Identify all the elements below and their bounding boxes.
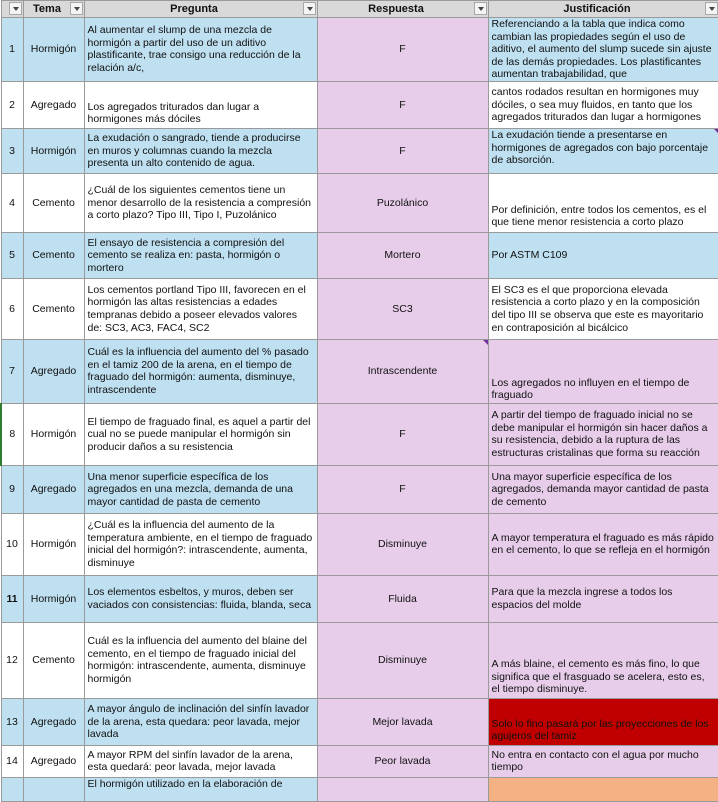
justificacion-cell[interactable]: [488, 128, 718, 173]
tema-cell[interactable]: Cemento: [23, 232, 84, 278]
tema-cell[interactable]: Hormigón: [23, 403, 84, 465]
tema-cell[interactable]: Agregado: [23, 81, 84, 128]
respuesta-cell[interactable]: F: [317, 465, 488, 513]
pregunta-cell[interactable]: A mayor RPM del sinfín lavador de la arena, esta quedará: peor lavada, mejor lavada: [84, 745, 317, 777]
justificacion-cell[interactable]: Para que la mezcla ingrese a todos los espacios del molde: [488, 575, 718, 622]
tema-cell[interactable]: Cemento: [23, 622, 84, 698]
pregunta-cell[interactable]: La exudación o sangrado, tiende a producirse en muros y columnas cuando la mezcla presenta un alto contenido de agua.: [84, 128, 317, 173]
table-row: [1, 698, 718, 745]
tema-cell[interactable]: Agregado: [23, 698, 84, 745]
row-number-cell[interactable]: 5: [1, 232, 23, 278]
pregunta-cell[interactable]: El tiempo de fraguado final, es aquel a partir del cual no se puede manipular el hormigón sin producir daños a su resistencia: [84, 403, 317, 465]
row-number-cell[interactable]: 3: [1, 128, 23, 173]
filter-dropdown-icon[interactable]: [303, 2, 316, 15]
pregunta-cell[interactable]: Cuál es la influencia del aumento del % pasado en el tamiz 200 de la arena, en el tiempo de fraguado del hormigón: aumenta, disminuye, intrascendente: [84, 339, 317, 403]
table-row: [1, 232, 718, 278]
tema-cell[interactable]: Agregado: [23, 465, 84, 513]
pregunta-cell[interactable]: Los elementos esbeltos, y muros, deben ser vaciados con consistencias: fluida, blanda, seca: [84, 575, 317, 622]
row-number-cell[interactable]: 9: [1, 465, 23, 513]
respuesta-cell[interactable]: F: [317, 81, 488, 128]
row-number-cell[interactable]: 13: [1, 698, 23, 745]
respuesta-cell[interactable]: F: [317, 18, 488, 82]
column-header-tema[interactable]: Tema: [23, 1, 84, 18]
column-header-respuesta[interactable]: Respuesta: [317, 1, 488, 18]
tema-cell[interactable]: Cemento: [23, 173, 84, 232]
comment-indicator-icon[interactable]: [483, 340, 488, 345]
respuesta-cell[interactable]: Peor lavada: [317, 745, 488, 777]
comment-indicator-icon[interactable]: [714, 129, 718, 134]
column-header-justificacion[interactable]: Justificación: [488, 1, 718, 18]
row-number-cell[interactable]: 2: [1, 81, 23, 128]
respuesta-cell[interactable]: F: [317, 128, 488, 173]
row-number-cell[interactable]: 14: [1, 745, 23, 777]
tema-cell[interactable]: Agregado: [23, 339, 84, 403]
justificacion-cell[interactable]: Referenciando a la tabla que indica como cambian las propiedades según el uso de aditivo, el aumento del slump sucede sin ajuste de las demás propiedades. Los plastificantes aumentan trabajabilidad, que: [488, 18, 718, 82]
header-row: [1, 1, 718, 18]
table-row: [1, 339, 718, 403]
table-row: [1, 403, 718, 465]
tema-cell[interactable]: Hormigón: [23, 513, 84, 575]
respuesta-cell[interactable]: [317, 339, 488, 403]
justificacion-cell[interactable]: El SC3 es el que proporciona elevada resistencia a corto plazo y en la composición del tipo III se observa que este es mayoritario en contraposición al bicálcico: [488, 278, 718, 339]
justificacion-cell[interactable]: Por ASTM C109: [488, 232, 718, 278]
table-row: [1, 173, 718, 232]
row-number-cell[interactable]: 4: [1, 173, 23, 232]
tema-cell[interactable]: Hormigón: [23, 18, 84, 82]
table-row: [1, 81, 718, 128]
justificacion-cell[interactable]: Los agregados no influyen en el tiempo de fraguado: [488, 339, 718, 403]
filter-dropdown-icon[interactable]: [70, 2, 83, 15]
tema-cell[interactable]: Hormigón: [23, 128, 84, 173]
filter-dropdown-icon[interactable]: [705, 2, 718, 15]
table-row: [1, 622, 718, 698]
row-number-cell[interactable]: 7: [1, 339, 23, 403]
table-row: [1, 278, 718, 339]
table-row: [1, 465, 718, 513]
row-number-cell[interactable]: 6: [1, 278, 23, 339]
pregunta-cell[interactable]: El hormigón utilizado en la elaboración de: [84, 777, 317, 801]
pregunta-cell[interactable]: Los agregados triturados dan lugar a hormigones más dóciles: [84, 81, 317, 128]
justificacion-cell[interactable]: No entra en contacto con el agua por mucho tiempo: [488, 745, 718, 777]
column-header-index[interactable]: [1, 1, 23, 18]
respuesta-cell[interactable]: Fluida: [317, 575, 488, 622]
pregunta-cell[interactable]: Cuál es la influencia del aumento del blaine del cemento, en el tiempo de fraguado inicial del hormigón: intrascendente, aumenta, disminuye hormigón: [84, 622, 317, 698]
pregunta-cell[interactable]: ¿Cuál es la influencia del aumento de la temperatura ambiente, en el tiempo de fraguado inicial del hormigón?: intrascendente, aumenta, disminuye: [84, 513, 317, 575]
row-number-cell[interactable]: 12: [1, 622, 23, 698]
respuesta-cell[interactable]: Disminuye: [317, 622, 488, 698]
pregunta-cell[interactable]: Al aumentar el slump de una mezcla de hormigón a partir del uso de un aditivo plastificante, trae consigo una reducción de la relación a/c,: [84, 18, 317, 82]
respuesta-cell[interactable]: Mejor lavada: [317, 698, 488, 745]
row-number-cell[interactable]: 10: [1, 513, 23, 575]
filter-dropdown-icon[interactable]: [474, 2, 487, 15]
respuesta-text: Intrascendente: [368, 365, 437, 377]
row-number-cell[interactable]: 8: [1, 403, 23, 465]
table-row: [1, 513, 718, 575]
justificacion-cell[interactable]: A mayor temperatura el fraguado es más rápido en el cemento, lo que se refleja en el hormigón: [488, 513, 718, 575]
tema-cell[interactable]: Hormigón: [23, 575, 84, 622]
tema-cell[interactable]: Agregado: [23, 745, 84, 777]
table-row: [1, 745, 718, 777]
respuesta-cell[interactable]: Puzolánico: [317, 173, 488, 232]
justificacion-cell[interactable]: A más blaine, el cemento es más fino, lo que significa que el frasguado se acelera, esto es, el tiempo disminuye.: [488, 622, 718, 698]
justificacion-cell[interactable]: Una mayor superficie específica de los agregados, demanda mayor cantidad de pasta de cemento: [488, 465, 718, 513]
row-number-cell[interactable]: 1: [1, 18, 23, 82]
filter-dropdown-icon[interactable]: [9, 2, 22, 15]
column-header-pregunta[interactable]: Pregunta: [84, 1, 317, 18]
pregunta-cell[interactable]: A mayor ángulo de inclinación del sinfín lavador de la arena, esta quedara: peor lavada, mejor lavada: [84, 698, 317, 745]
justificacion-cell[interactable]: Solo lo fino pasará por las proyecciones de los agujeros del tamiz: [488, 698, 718, 745]
respuesta-cell[interactable]: Mortero: [317, 232, 488, 278]
pregunta-cell[interactable]: ¿Cuál de los siguientes cementos tiene un menor desarrollo de la resistencia a compresión a corto plazo? Tipo III, Tipo I, Puzolánico: [84, 173, 317, 232]
tema-cell[interactable]: Cemento: [23, 278, 84, 339]
pregunta-cell[interactable]: Los cementos portland Tipo III, favorecen en el hormigón las altas resistencias a edades tempranas debido a poseer elevados valores de: SC3, AC3, FAC4, SC2: [84, 278, 317, 339]
justificacion-cell[interactable]: cantos rodados resultan en hormigones muy dóciles, o sea muy fluidos, en tanto que los agregados triturados dan lugar a hormigones: [488, 81, 718, 128]
table-row: [1, 128, 718, 173]
table-row: [1, 575, 718, 622]
pregunta-cell[interactable]: Una menor superficie específica de los agregados en una mezcla, demanda de una mayor cantidad de pasta de cemento: [84, 465, 317, 513]
justificacion-cell[interactable]: Por definición, entre todos los cementos, es el que tiene menor resistencia a corto plazo: [488, 173, 718, 232]
respuesta-cell[interactable]: Disminuye: [317, 513, 488, 575]
respuesta-cell[interactable]: SC3: [317, 278, 488, 339]
justificacion-cell[interactable]: A partir del tiempo de fraguado inicial no se debe manipular el hormigón sin hacer daños a su resistencia, debido a la ruptura de las estructuras cristalinas que forma su reacción: [488, 403, 718, 465]
respuesta-cell[interactable]: F: [317, 403, 488, 465]
table-row: [1, 18, 718, 82]
justificacion-text: La exudación tiende a presentarse en hormigones de agregados con bajo porcentaje de absorción.: [492, 129, 709, 166]
row-number-cell[interactable]: 11: [1, 575, 23, 622]
pregunta-cell[interactable]: El ensayo de resistencia a compresión del cemento se realiza en: pasta, hormigón o mortero: [84, 232, 317, 278]
